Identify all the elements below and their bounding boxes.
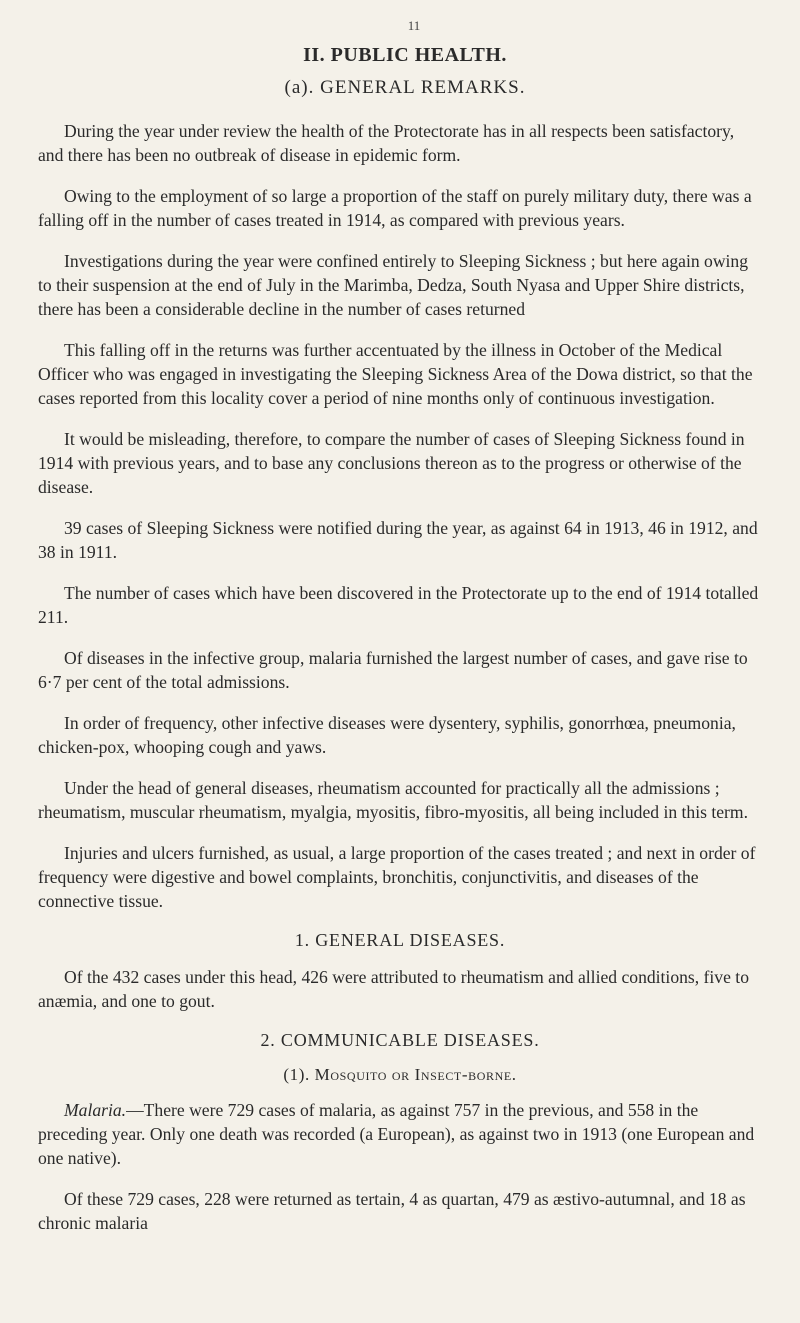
paragraph: During the year under review the health of the Protectorate has in all respects been satisfactory, and there has been no outbreak of disease in epidemic form. bbox=[38, 121, 735, 165]
heading-mosquito-borne: (1). Mosquito or Insect-borne. bbox=[283, 1065, 517, 1084]
paragraph: The number of cases which have been discovered in the Protectorate up to the end of 1914 totalled 211. bbox=[38, 583, 759, 627]
paragraph: It would be misleading, therefore, to compare the number of cases of Sleeping Sickness found in 1914 with previous years, and to base any conclusions thereon as to the progress or otherwise of the disease. bbox=[38, 429, 745, 497]
malaria-label: Malaria. bbox=[64, 1100, 127, 1120]
document-page bbox=[38, 18, 762, 1252]
paragraph: Owing to the employment of so large a proportion of the staff on purely military duty, there was a falling off in the number of cases treated in 1914, as compared with previous years. bbox=[38, 186, 752, 230]
subsection-title: (a). GENERAL REMARKS. bbox=[284, 77, 526, 98]
heading-general-diseases: 1. GENERAL DISEASES. bbox=[294, 930, 506, 950]
paragraph-malaria-followup: Of these 729 cases, 228 were returned as tertain, 4 as quartan, 479 as æstivo-autumnal, and 18 as chronic malaria bbox=[38, 1189, 746, 1233]
section-title: II. PUBLIC HEALTH. bbox=[303, 44, 507, 66]
heading-communicable-diseases: 2. COMMUNICABLE DISEASES. bbox=[260, 1030, 540, 1050]
paragraph: This falling off in the returns was further accentuated by the illness in October of the Medical Officer who was engaged in investigating the Sleeping Sickness Area of the Dowa district, so that the cases reported from this locality cover a period of nine months only of continuous investigation. bbox=[38, 340, 753, 408]
paragraph-malaria bbox=[38, 1098, 762, 1170]
paragraph: Investigations during the year were confined entirely to Sleeping Sickness ; but here again owing to their suspension at the end of July in the Marimba, Dedza, South Nyasa and Upper Shire districts, there has been a considerable decline in the number of cases returned bbox=[38, 251, 749, 319]
page-number: 11 bbox=[407, 18, 421, 33]
paragraph: 39 cases of Sleeping Sickness were notified during the year, as against 64 in 1913, 46 in 1912, and 38 in 1911. bbox=[38, 518, 758, 562]
paragraph: Injuries and ulcers furnished, as usual, a large proportion of the cases treated ; and next in order of frequency were digestive and bowel complaints, bronchitis, conjunctivitis, and diseases of the connective tissue. bbox=[38, 843, 756, 911]
malaria-text: —There were 729 cases of malaria, as against 757 in the previous, and 558 in the preceding year. Only one death was recorded (a European), as against two in 1913 (one European and one native). bbox=[38, 1100, 755, 1168]
paragraph: In order of frequency, other infective diseases were dysentery, syphilis, gonorrhœa, pneumonia, chicken-pox, whooping cough and yaws. bbox=[38, 713, 736, 757]
paragraph: Of diseases in the infective group, malaria furnished the largest number of cases, and gave rise to 6·7 per cent of the total admissions. bbox=[38, 648, 748, 692]
paragraph: Under the head of general diseases, rheumatism accounted for practically all the admissions ; rheumatism, muscular rheumatism, myalgia, myositis, fibro-myositis, all being included in this term. bbox=[38, 778, 748, 822]
paragraph-general-diseases: Of the 432 cases under this head, 426 were attributed to rheumatism and allied conditions, five to anæmia, and one to gout. bbox=[38, 967, 749, 1011]
